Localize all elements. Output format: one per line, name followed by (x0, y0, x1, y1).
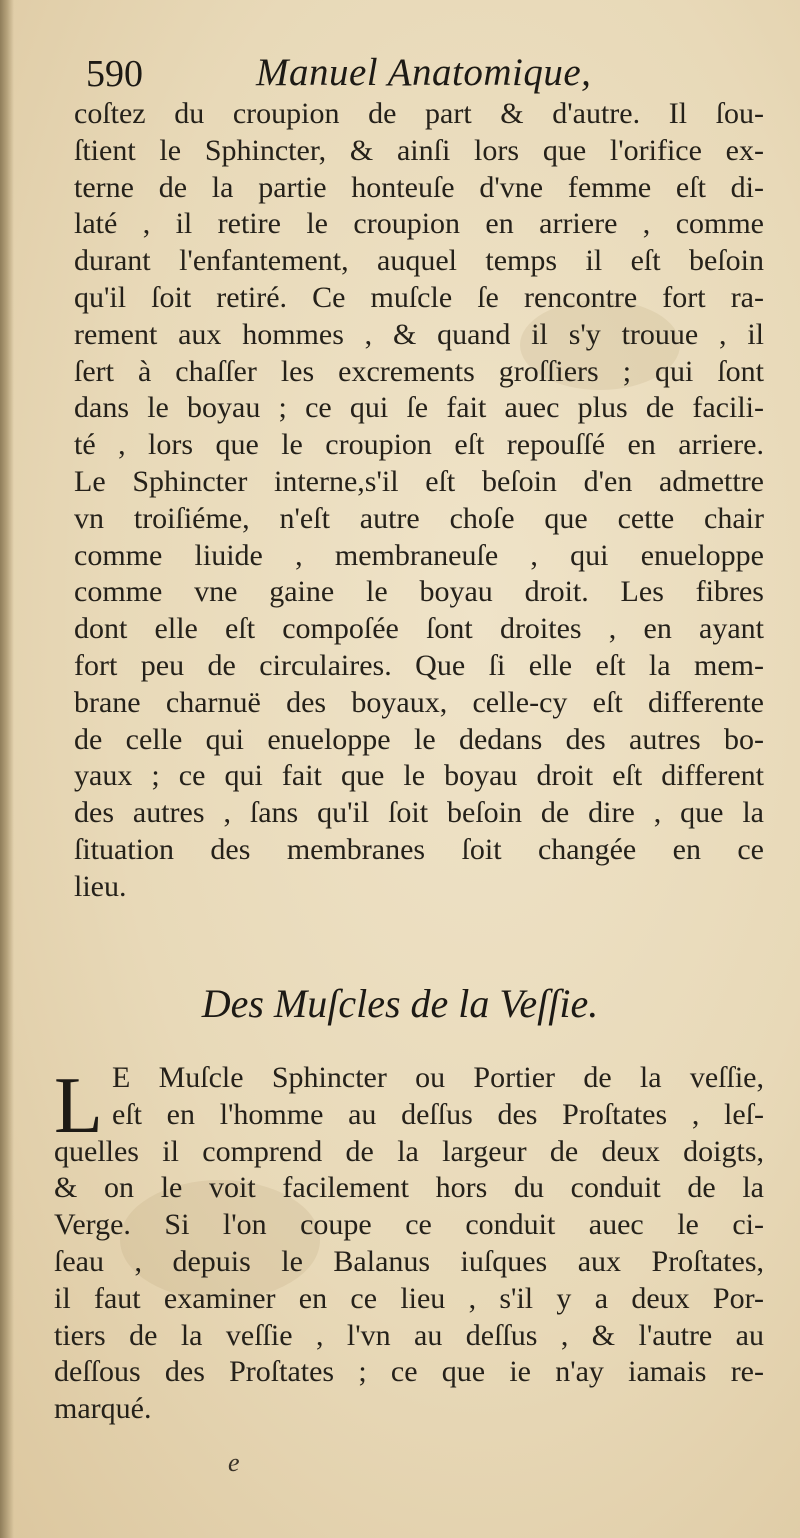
text-line: ſeau , depuis le Balanus iuſques aux Proſtates, (54, 1244, 764, 1278)
text-line: yaux ; ce qui fait que le boyau droit eſt different (74, 759, 764, 793)
text-line: laté , il retire le croupion en arriere , comme (74, 207, 764, 241)
text-line: coſtez du croupion de part & d'autre. Il ſou- (74, 97, 764, 130)
text-line: comme liuide , membraneuſe , qui enueloppe (74, 538, 764, 572)
text-line: marqué. (54, 1392, 152, 1426)
text-line: té , lors que le croupion eſt repouſſé en arriere. (74, 428, 764, 462)
text-line: dont elle eſt compoſée ſont droites , en ayant (74, 612, 764, 646)
text-line: il faut examiner en ce lieu , s'il y a deux Por- (54, 1281, 764, 1315)
text-line: E Muſcle Sphincter ou Portier de la veſſie, (112, 1061, 764, 1094)
text-line: dans le boyau ; ce qui ſe fait auec plus de facili- (74, 391, 764, 425)
text-line: qu'il ſoit retiré. Ce muſcle ſe rencontre fort ra- (74, 280, 764, 314)
paragraph-2 (54, 1060, 764, 1428)
text-line: quelles il comprend de la largeur de deux doigts, (54, 1134, 764, 1168)
text-line: deſſous des Proſtates ; ce que ie n'ay iamais re- (54, 1355, 764, 1389)
text-line: brane charnuë des boyaux, celle-cy eſt differente (74, 685, 764, 719)
text-line: vn troiſiéme, n'eſt autre choſe que cette chair (74, 501, 764, 535)
text-line: & on le voit facilement hors du conduit de la (54, 1171, 764, 1205)
text-line: ſert à chaſſer les excrements groſſiers ; qui ſont (74, 354, 764, 388)
text-line: ſituation des membranes ſoit changée en ce (74, 832, 764, 866)
paragraph-1 (74, 96, 764, 906)
text-line: tiers de la veſſie , l'vn au deſſus , & l'autre au (54, 1318, 764, 1352)
text-line: terne de la partie honteuſe d'vne femme eſt di- (74, 170, 764, 204)
text-line: comme vne gaine le boyau droit. Les fibres (74, 575, 764, 609)
catchword: e (228, 1448, 240, 1477)
section-heading: Des Muſcles de la Veſſie. (201, 981, 599, 1026)
text-line: fort peu de circulaires. Que ſi elle eſt la mem- (74, 648, 764, 682)
running-head: Manuel Anatomique, (256, 51, 592, 94)
text-line: Le Sphincter interne,s'il eſt beſoin d'en admettre (74, 464, 764, 498)
drop-cap: L (54, 1062, 103, 1150)
text-line: des autres , ſans qu'il ſoit beſoin de dire , que la (74, 796, 764, 830)
page-header (86, 50, 726, 96)
text-line: durant l'enfantement, auquel temps il eſt beſoin (74, 244, 764, 278)
text-line: eſt en l'homme au deſſus des Proſtates , leſ- (112, 1097, 764, 1131)
page-number: 590 (86, 53, 143, 95)
page-gutter (0, 0, 14, 1538)
text-line: lieu. (74, 869, 127, 903)
text-line: rement aux hommes , & quand il s'y trouue , il (74, 317, 764, 351)
text-line: de celle qui enueloppe le dedans des autres bo- (74, 722, 764, 756)
text-line: Verge. Si l'on coupe ce conduit auec le ci- (54, 1208, 764, 1242)
text-line: ſtient le Sphincter, & ainſi lors que l'orifice ex- (74, 133, 764, 167)
